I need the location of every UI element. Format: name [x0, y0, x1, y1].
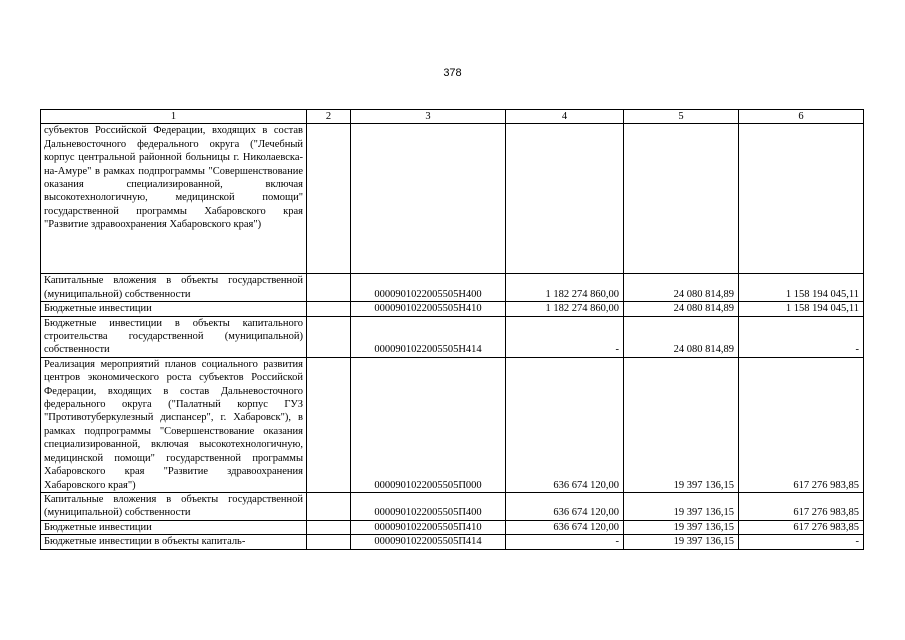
row-value-6: 1 158 194 045,11: [739, 302, 864, 316]
row-code: 0000901022005505П400: [351, 492, 506, 520]
row-name: Бюджетные инвестиции в объекты капиталь-: [41, 535, 307, 549]
header-row: [41, 110, 864, 124]
row-code: 0000901022005505Н400: [351, 274, 506, 302]
row-code: 0000901022005505П000: [351, 357, 506, 492]
header-col-5: 5: [624, 110, 739, 124]
row-name: субъектов Российской Федерации, входящих в состав Дальневосточного федерального округа ("Лечебный корпус центральной районной больницы г. Николаевска-на-Амуре" в рамках подпрограммы "Совершенствование оказания специализированной, включая высокотехнологичную, медицинской помощи" государственной программы Хабаровского края "Развитие здравоохранения Хабаровского края"): [41, 124, 307, 274]
table-row: [41, 357, 864, 492]
budget-table: [40, 109, 864, 550]
row-code: 0000901022005505П410: [351, 520, 506, 534]
row-value-4: 1 182 274 860,00: [506, 302, 624, 316]
row-col2: [307, 316, 351, 357]
table-row: [41, 520, 864, 534]
row-value-5: 24 080 814,89: [624, 274, 739, 302]
row-value-5: 19 397 136,15: [624, 492, 739, 520]
row-name: Капитальные вложения в объекты государственной (муниципальной) собственности: [41, 492, 307, 520]
row-value-6: [739, 124, 864, 274]
header-col-1: 1: [41, 110, 307, 124]
row-value-4: 636 674 120,00: [506, 492, 624, 520]
row-value-6: 1 158 194 045,11: [739, 274, 864, 302]
row-value-5: 19 397 136,15: [624, 535, 739, 549]
header-col-4: 4: [506, 110, 624, 124]
row-value-5: 19 397 136,15: [624, 520, 739, 534]
header-col-3: 3: [351, 110, 506, 124]
row-name: Капитальные вложения в объекты государственной (муниципальной) собственности: [41, 274, 307, 302]
row-value-4: -: [506, 535, 624, 549]
row-col2: [307, 357, 351, 492]
row-value-5: 24 080 814,89: [624, 316, 739, 357]
row-value-4: -: [506, 316, 624, 357]
table-row: [41, 302, 864, 316]
table-row: [41, 274, 864, 302]
page-number: 378: [443, 67, 462, 79]
row-value-4: 1 182 274 860,00: [506, 274, 624, 302]
row-value-5: [624, 124, 739, 274]
row-col2: [307, 492, 351, 520]
table-row: [41, 535, 864, 549]
table-row: [41, 124, 864, 274]
row-code: 0000901022005505Н410: [351, 302, 506, 316]
row-value-5: 24 080 814,89: [624, 302, 739, 316]
row-code: [351, 124, 506, 274]
row-col2: [307, 520, 351, 534]
row-col2: [307, 124, 351, 274]
table-row: [41, 492, 864, 520]
row-col2: [307, 274, 351, 302]
row-name: Бюджетные инвестиции: [41, 302, 307, 316]
row-name: Бюджетные инвестиции в объекты капитального строительства государственной (муниципальной) собственности: [41, 316, 307, 357]
row-value-6: 617 276 983,85: [739, 492, 864, 520]
row-value-6: -: [739, 535, 864, 549]
header-col-6: 6: [739, 110, 864, 124]
row-value-4: 636 674 120,00: [506, 520, 624, 534]
table-row: [41, 316, 864, 357]
row-value-6: 617 276 983,85: [739, 520, 864, 534]
row-name: Реализация мероприятий планов социального развития центров экономического роста субъектов Российской Федерации, входящих в состав Дальневосточного федерального округа ("Палатный корпус ГУЗ "Противотуберкулезный диспансер", г. Хабаровск"), в рамках подпрограммы "Совершенствование оказания специализированной, включая высокотехнологичную, медицинской помощи" государственной программы Хабаровского края "Развитие здравоохранения Хабаровского края"): [41, 357, 307, 492]
row-col2: [307, 535, 351, 549]
row-col2: [307, 302, 351, 316]
header-col-2: 2: [307, 110, 351, 124]
row-value-4: [506, 124, 624, 274]
row-value-6: -: [739, 316, 864, 357]
row-value-4: 636 674 120,00: [506, 357, 624, 492]
row-name: Бюджетные инвестиции: [41, 520, 307, 534]
row-code: 0000901022005505Н414: [351, 316, 506, 357]
row-code: 0000901022005505П414: [351, 535, 506, 549]
row-value-5: 19 397 136,15: [624, 357, 739, 492]
row-value-6: 617 276 983,85: [739, 357, 864, 492]
